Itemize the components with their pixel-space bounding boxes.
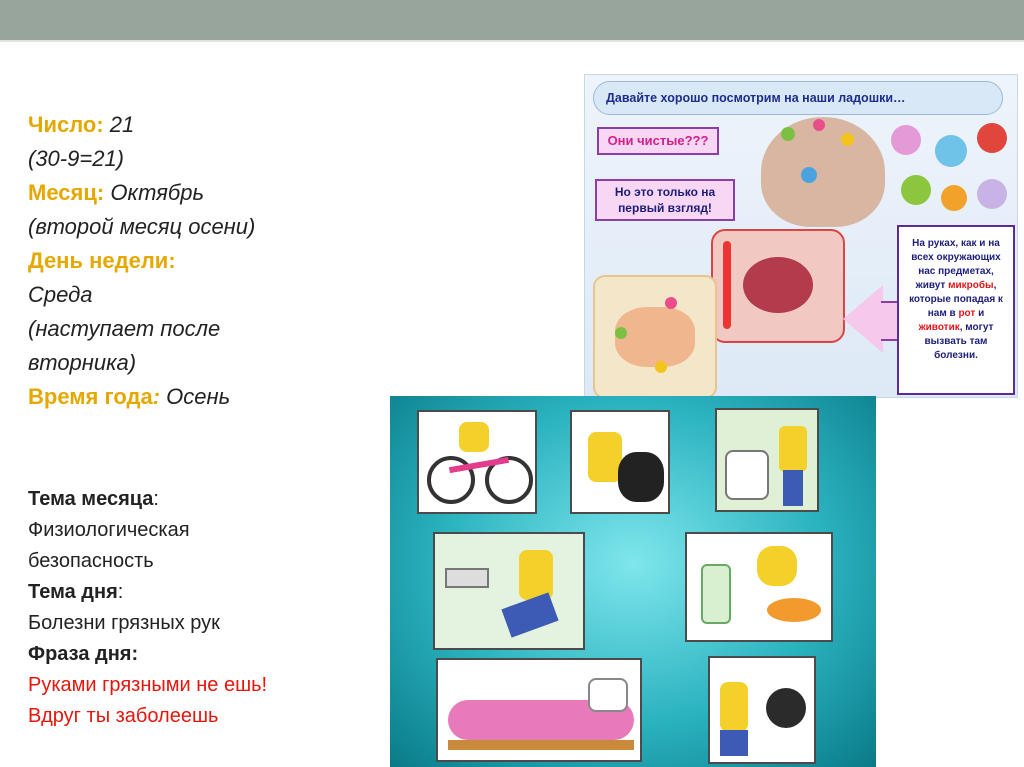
number-value: 21 xyxy=(109,112,135,137)
month-topic-line1: Физиологическая xyxy=(28,519,190,541)
germ-character-icon xyxy=(977,179,1007,209)
phrase-line1: Руками грязными не ешь! xyxy=(28,674,268,696)
month-topic-heading xyxy=(28,484,368,515)
season-label: Время года xyxy=(28,384,153,409)
month-note: (второй месяц осени) xyxy=(28,214,256,239)
weekday-value: Среда xyxy=(28,282,93,307)
note-text: живут xyxy=(915,280,949,291)
number-label: Число: xyxy=(28,112,104,137)
first-look-line2: первый взгляд! xyxy=(618,201,712,215)
note-line: которые попадая к xyxy=(909,294,1003,305)
day-topic-colon: : xyxy=(117,581,124,603)
hands-hygiene-poster xyxy=(584,74,1018,398)
season-row xyxy=(28,380,368,414)
note-text: нам в xyxy=(927,308,959,319)
season-colon: : xyxy=(152,384,161,409)
number-row xyxy=(28,108,368,142)
month-row xyxy=(28,176,368,210)
note-microbes: микробы xyxy=(948,280,994,291)
scene-card-germ xyxy=(708,656,816,764)
month-topic-label: Тема месяца xyxy=(28,488,154,510)
weekday-note-2: вторника) xyxy=(28,350,137,375)
weekday-label: День недели: xyxy=(28,248,176,273)
note-text: и xyxy=(975,308,985,319)
month-topic-line2: безопасность xyxy=(28,550,154,572)
germ-character-icon xyxy=(935,135,967,167)
hygiene-scenes-panel xyxy=(390,396,876,767)
poster-first-look-box xyxy=(595,179,735,221)
scene-card-sick-bed xyxy=(436,658,642,762)
day-topic-heading xyxy=(28,577,368,608)
belly-illustration xyxy=(593,275,717,398)
month-value: Октябрь xyxy=(110,180,205,205)
topics-block xyxy=(28,484,368,732)
month-label: Месяц: xyxy=(28,180,105,205)
germ-character-icon xyxy=(891,125,921,155)
germ-character-icon xyxy=(901,175,931,205)
note-line: болезни. xyxy=(934,350,978,361)
weekday-note-1: (наступает после xyxy=(28,316,221,341)
scene-card-bicycle xyxy=(417,410,537,514)
slide-top-bar xyxy=(0,0,1024,40)
day-topic-label: Тема дня xyxy=(28,581,118,603)
phrase-line2: Вдруг ты заболеешь xyxy=(28,705,219,727)
scene-card-sink xyxy=(433,532,585,650)
germ-character-icon xyxy=(941,185,967,211)
arrow-left-icon xyxy=(843,285,883,353)
note-line: нас предметах, xyxy=(918,266,994,277)
germ-character-icon xyxy=(977,123,1007,153)
note-line xyxy=(903,321,1009,335)
slide-top-divider xyxy=(0,40,1024,42)
mouth-illustration xyxy=(711,229,845,343)
poster-header: Давайте хорошо посмотрим на наши ладошки… xyxy=(593,81,1003,115)
season-value: Осень xyxy=(166,384,231,409)
scene-card-toilet xyxy=(715,408,819,512)
month-topic-colon: : xyxy=(153,488,159,510)
dirty-hand-illustration xyxy=(761,117,885,227)
phrase-label: Фраза дня: xyxy=(28,643,139,665)
note-belly: животик xyxy=(918,322,960,333)
note-line: На руках, как и на xyxy=(912,238,1000,249)
note-text: , могут xyxy=(959,322,994,333)
number-calc: (30-9=21) xyxy=(28,146,125,171)
date-info-block xyxy=(28,108,368,414)
note-line: вызвать там xyxy=(924,336,988,347)
first-look-line1: Но это только на xyxy=(614,185,716,199)
scene-card-eating xyxy=(685,532,833,642)
note-line xyxy=(903,307,1009,321)
poster-side-note xyxy=(897,225,1015,395)
poster-question-box: Они чистые??? xyxy=(597,127,719,155)
scene-card-dog xyxy=(570,410,670,514)
day-topic-value: Болезни грязных рук xyxy=(28,612,220,634)
note-line: всех окружающих xyxy=(911,252,1001,263)
note-line: живут микробы, xyxy=(915,280,997,291)
note-mouth: рот xyxy=(958,308,976,319)
